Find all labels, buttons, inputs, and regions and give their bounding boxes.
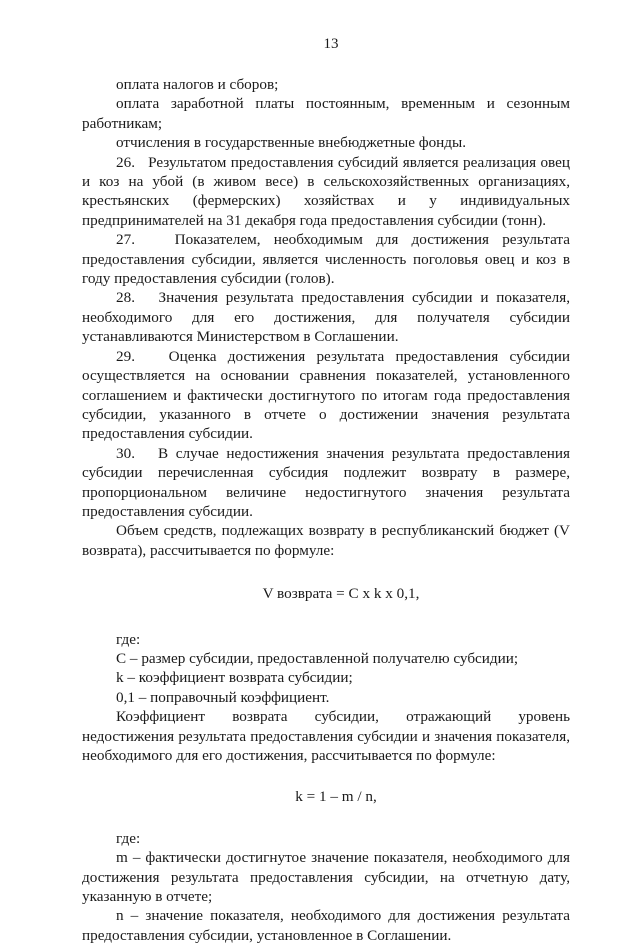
definition-k: k – коэффициент возврата субсидии; [116, 669, 353, 687]
where-label-1: где: [116, 630, 141, 648]
definition-n: n – значение показателя, необходимого для достижения результата предоставления субсидии, установленное в Соглашении. [82, 907, 570, 944]
definition-m: m – фактически достигнутое значение показателя, необходимого для достижения результата предоставления субсидии, на отчетную дату, указанную в отчете; [82, 849, 570, 906]
line-funds: отчисления в государственные внебюджетные фонды. [116, 134, 467, 152]
line-salary: оплата заработной платы постоянным, временным и сезонным работникам; [82, 95, 570, 132]
where-label-2: где: [116, 829, 141, 847]
line-taxes: оплата налогов и сборов; [116, 76, 279, 93]
coefficient-intro: Коэффициент возврата субсидии, отражающий уровень недостижения результата предоставления субсидии и значения показателя, необходимого для его достижения, рассчитывается по формуле: [82, 708, 570, 764]
clause-26: 26. Результатом предоставления субсидий является реализация овец и коз на убой (в живом весе) в сельскохозяйственных организациях, крестьянских (фермерских) хозяйствах и у индивидуальных предпринимателей на 31 декабря года предоставления субсидии (тонн). [82, 153, 570, 229]
definition-correction: 0,1 – поправочный коэффициент. [116, 688, 330, 706]
clause-29: 29. Оценка достижения результата предоставления субсидии осуществляется на основании сравнения показателей, установленного соглашением и фактически достигнутого по итогам года предоставления субсидии, указанного в отчете о достижении значения результата предоставления субсидии. [82, 347, 570, 443]
formula-coefficient: k = 1 – m / n, [295, 788, 377, 806]
clause-30: 30. В случае недостижения значения результата предоставления субсидии перечисленная субсидия подлежит возврату в размере, пропорциональном величине недостигнутого значения результата предоставления субсидии. [82, 444, 570, 520]
page-number: 13 [323, 36, 339, 52]
clause-28: 28. Значения результата предоставления субсидии и показателя, необходимого для его достижения, для получателя субсидии устанавливаются Министерством в Соглашении. [82, 289, 570, 346]
formula-refund-volume: V возврата = C x k x 0,1, [262, 585, 420, 603]
refund-intro: Объем средств, подлежащих возврату в республиканский бюджет (V возврата), рассчитывается по формуле: [82, 522, 570, 559]
definition-c: C – размер субсидии, предоставленной получателю субсидии; [116, 649, 519, 667]
clause-27: 27. Показателем, необходимым для достижения результата предоставления субсидии, является численность поголовья овец и коз в году предоставления субсидии (голов). [82, 231, 570, 288]
